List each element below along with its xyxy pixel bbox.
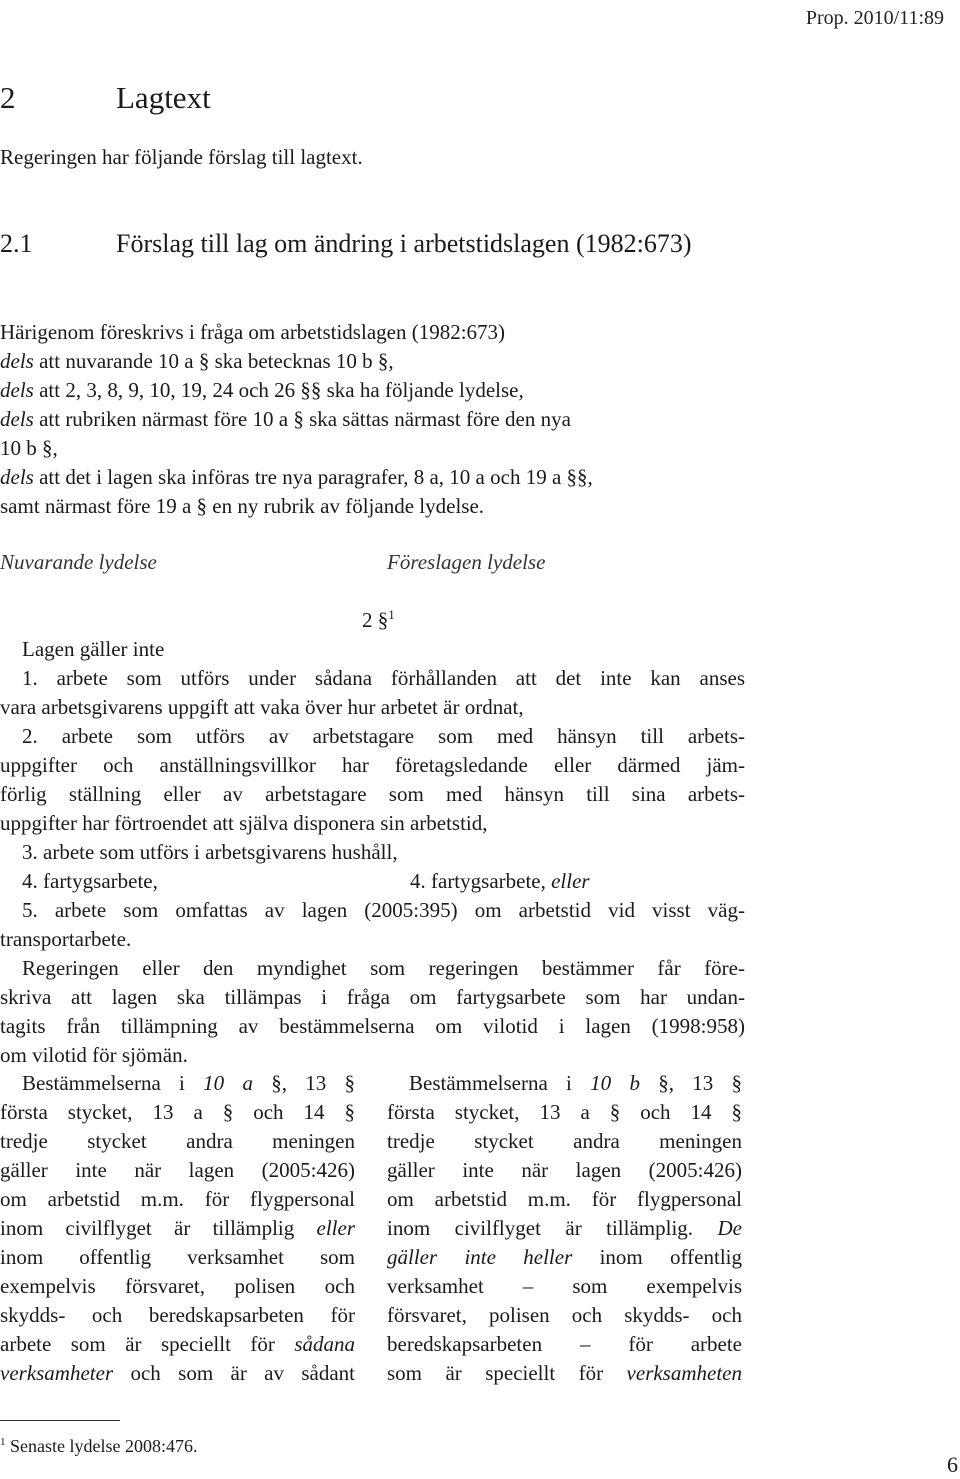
column-line: om arbetstid m.m. för flygpersonal	[0, 1187, 355, 1211]
column-line: skydds- och beredskapsarbeten för	[0, 1303, 355, 1327]
column-line: gäller inte heller inom offentlig	[387, 1245, 742, 1269]
law-line: 2. arbete som utförs av arbetstagare som med hänsyn till arbets-	[22, 724, 745, 748]
law-line: 5. arbete som omfattas av lagen (2005:395) om arbetstid vid visst väg-	[22, 898, 745, 922]
column-line: Bestämmelserna i 10 a §, 13 §	[22, 1071, 356, 1095]
footnote-separator	[0, 1420, 120, 1421]
footnote: $^1$ Senaste lydelse 2008:476.	[0, 1436, 198, 1456]
column-line: inom offentlig verksamhet som	[0, 1245, 355, 1269]
law-line: skriva att lagen ska tillämpas i fråga om fartygsarbete som har undan-	[0, 985, 745, 1009]
column-line: beredskapsarbeten – för arbete	[387, 1332, 742, 1356]
column-line: tredje stycket andra meningen	[387, 1129, 742, 1153]
paragraph-label: 2 §$^1$	[362, 607, 395, 632]
section-title: Lagtext	[116, 80, 211, 115]
preamble-line: dels att nuvarande 10 a § ska betecknas 10 b §,	[0, 349, 394, 373]
law-text	[0, 635, 745, 1070]
column-line: verksamheter och som är av sådant	[0, 1361, 355, 1385]
item4-current: 4. fartygsarbete,	[22, 869, 158, 893]
preamble-line: dels att 2, 3, 8, 9, 10, 19, 24 och 26 §§ ska ha följande lydelse,	[0, 378, 524, 402]
item4-proposed: 4. fartygsarbete, eller	[410, 869, 590, 893]
section-heading	[0, 78, 211, 118]
column-line: om arbetstid m.m. för flygpersonal	[387, 1187, 742, 1211]
subsection-heading	[0, 228, 760, 260]
column-line: gäller inte när lagen (2005:426)	[0, 1158, 355, 1182]
law-line: 1. arbete som utförs under sådana förhållanden att det inte kan anses	[22, 666, 745, 690]
law-line: uppgifter har förtroendet att själva disponera sin arbetstid,	[0, 811, 488, 835]
section-number: 2	[0, 80, 16, 115]
subsection-title: Förslag till lag om ändring i arbetstidslagen (1982:673)	[116, 229, 692, 258]
preamble-line: dels att det i lagen ska införas tre nya paragrafer, 8 a, 10 a och 19 a §§,	[0, 465, 593, 489]
law-line: tagits från tillämpning av bestämmelserna om vilotid i lagen (1998:958)	[0, 1014, 745, 1038]
law-line: Lagen gäller inte	[22, 637, 165, 661]
law-line: uppgifter och anställningsvillkor har företagsledande eller därmed jäm-	[0, 753, 745, 777]
law-line: förlig ställning eller av arbetstagare som med hänsyn till sina arbets-	[0, 782, 745, 806]
law-line: transportarbete.	[0, 927, 132, 951]
column-line: Bestämmelserna i 10 b §, 13 §	[409, 1071, 743, 1095]
column-line: gäller inte när lagen (2005:426)	[387, 1158, 742, 1182]
preamble-line: dels att rubriken närmast före 10 a § ska sättas närmast före den nya	[0, 407, 571, 431]
amendment-preamble	[0, 318, 745, 521]
preamble-line: Härigenom föreskrivs i fråga om arbetstidslagen (1982:673)	[0, 320, 506, 344]
footnote-ref: 1	[388, 607, 395, 622]
column-line: första stycket, 13 a § och 14 §	[387, 1100, 742, 1124]
proposition-number: Prop. 2010/11:89	[805, 7, 944, 29]
column-header-current: Nuvarande lydelse	[0, 550, 157, 574]
column-line: första stycket, 13 a § och 14 §	[0, 1100, 355, 1124]
proposed-wording-column	[387, 1069, 742, 1388]
current-wording-column	[0, 1069, 355, 1388]
law-line: om vilotid för sjömän.	[0, 1043, 188, 1067]
preamble-line: 10 b §,	[0, 436, 58, 460]
intro-text: Regeringen har följande förslag till lagtext.	[0, 145, 363, 169]
column-line: som är speciellt för verksamheten	[387, 1361, 742, 1385]
law-line: Regeringen eller den myndighet som regeringen bestämmer får före-	[22, 956, 745, 980]
column-line: arbete som är speciellt för sådana	[0, 1332, 355, 1356]
law-line: 3. arbete som utförs i arbetsgivarens hushåll,	[22, 840, 398, 864]
page-number: 6	[947, 1452, 958, 1477]
law-line-comparison	[0, 867, 745, 896]
column-line: exempelvis försvaret, polisen och	[0, 1274, 355, 1298]
column-line: inom civilflyget är tillämplig eller	[0, 1216, 355, 1240]
subsection-number: 2.1	[0, 229, 33, 258]
law-line: vara arbetsgivarens uppgift att vaka över hur arbetet är ordnat,	[0, 695, 524, 719]
column-line: tredje stycket andra meningen	[0, 1129, 355, 1153]
column-header-proposed: Föreslagen lydelse	[387, 550, 546, 574]
column-line: inom civilflyget är tillämplig. De	[387, 1216, 742, 1240]
column-line: försvaret, polisen och skydds- och	[387, 1303, 742, 1327]
preamble-line: samt närmast före 19 a § en ny rubrik av följande lydelse.	[0, 494, 485, 518]
column-line: verksamhet – som exempelvis	[387, 1274, 742, 1298]
